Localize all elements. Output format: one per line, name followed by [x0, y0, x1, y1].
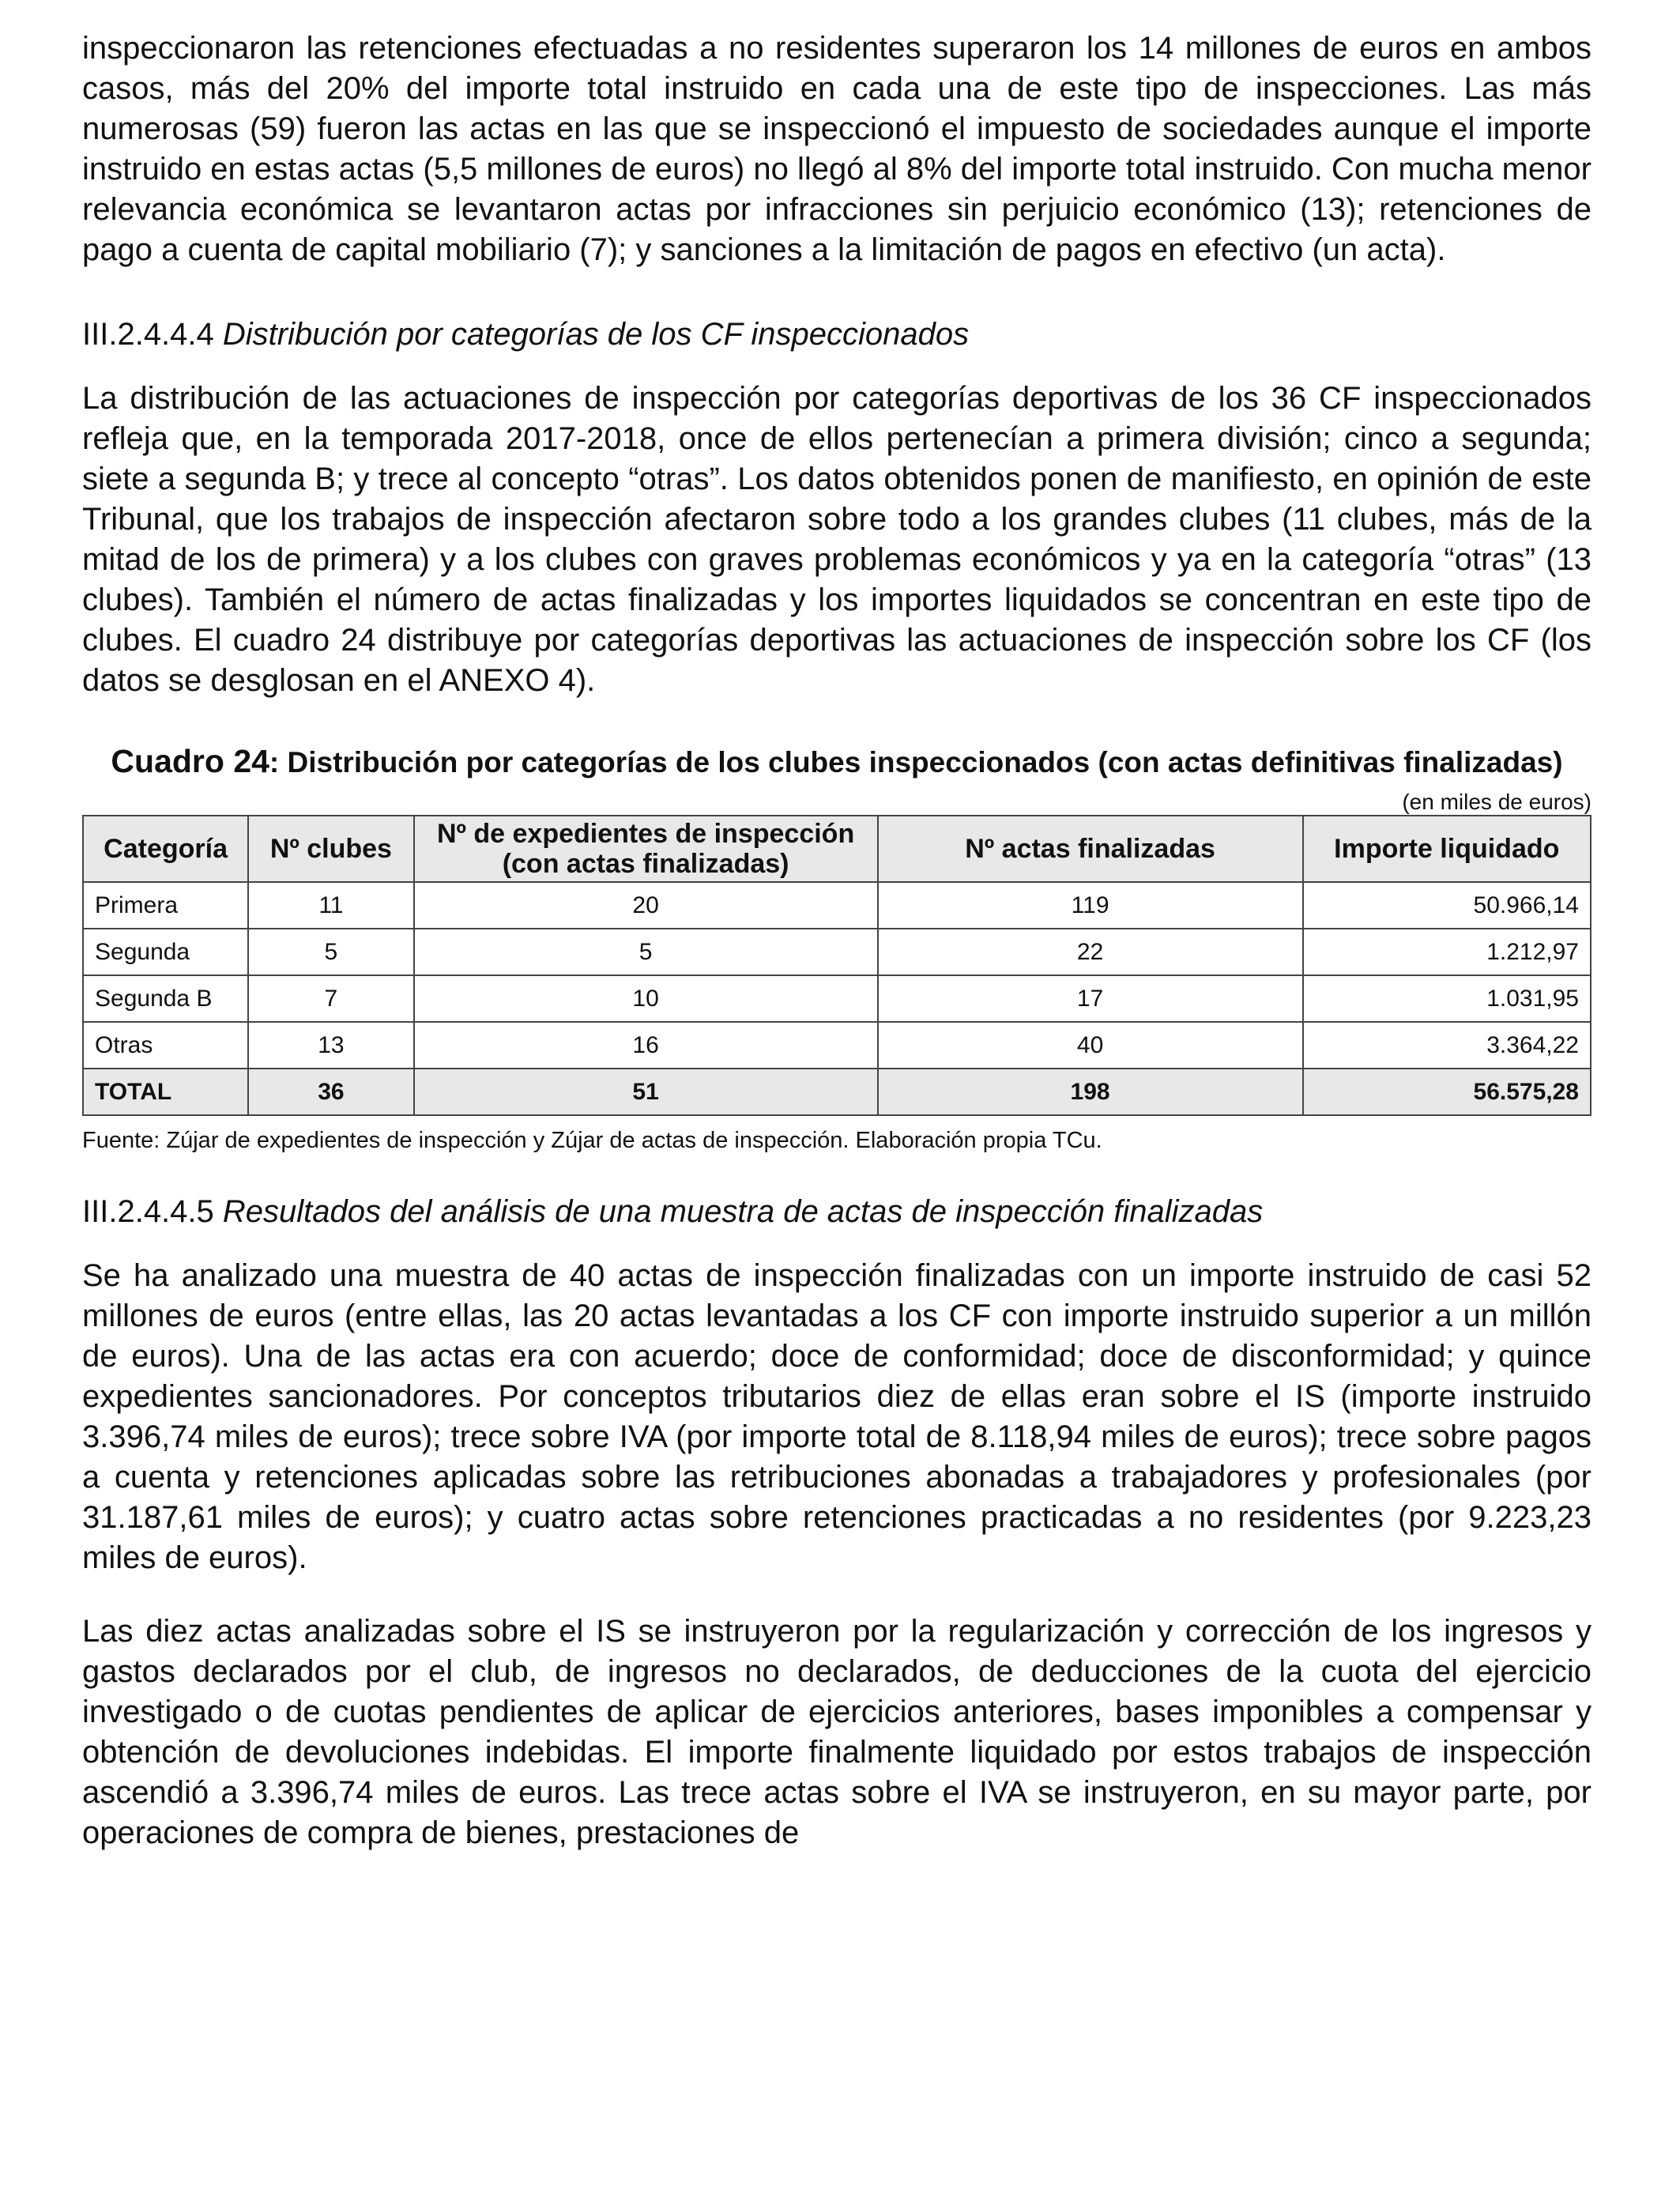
table-source: Fuente: Zújar de expedientes de inspección y Zújar de actas de inspección. Elaboración propia TCu.: [82, 1128, 1102, 1153]
cell-actas: 17: [878, 975, 1303, 1022]
cell-actas: 40: [878, 1022, 1303, 1069]
total-clubes: 36: [248, 1069, 413, 1115]
cell-clubes: 13: [248, 1022, 413, 1069]
cell-expedientes: 5: [414, 929, 878, 975]
table-units: (en miles de euros): [1402, 790, 1591, 814]
table-caption: : Distribución por categorías de los clubes inspeccionados (con actas definitivas finalizadas): [269, 746, 1563, 778]
cell-importe: 50.966,14: [1303, 882, 1591, 929]
paragraph-muestra: Se ha analizado una muestra de 40 actas de inspección finalizadas con un importe instruido de casi 52 millones de euros (entre ellas, las 20 actas levantadas a los CF con importe instruido superior a un millón de euros). Una de las actas era con acuerdo; doce de conformidad; doce de disconformidad; y quince expedientes sancionadores. Por conceptos tributarios diez de ellas eran sobre el IS (importe instruido 3.396,74 miles de euros); trece sobre IVA (por importe total de 8.118,94 miles de euros); trece sobre pagos a cuenta y retenciones aplicadas sobre las retribuciones abonadas a trabajadores y profesionales (por 31.187,61 miles de euros); y cuatro actas sobre retenciones practicadas a no residentes (por 9.223,23 miles de euros).: [82, 1258, 1591, 1575]
cell-actas: 22: [878, 929, 1303, 975]
header-expedientes-line1: Nº de expedientes de inspección: [436, 819, 855, 849]
cell-clubes: 5: [248, 929, 413, 975]
header-importe: Importe liquidado: [1303, 816, 1591, 882]
table-number: Cuadro 24: [111, 743, 269, 779]
paragraph-retenciones: inspeccionaron las retenciones efectuadas a no residentes superaron los 14 millones de euros en ambos casos, más del 20% del importe total instruido en cada una de este tipo de inspecciones. Las más numerosas (59) fueron las actas en las que se inspeccionó el impuesto de sociedades aunque el importe instruido en estas actas (5,5 millones de euros) no llegó al 8% del importe total instruido. Con mucha menor relevancia económica se levantaron actas por infracciones sin perjuicio económico (13); retenciones de pago a cuenta de capital mobiliario (7); y sanciones a la limitación de pagos en efectivo (un acta).: [82, 31, 1591, 267]
total-actas: 198: [878, 1069, 1303, 1115]
total-importe: 56.575,28: [1303, 1069, 1591, 1115]
document-page: [82, 28, 1591, 1853]
table-row: [83, 929, 1591, 975]
cell-categoria: Primera: [83, 882, 248, 929]
table-row: [83, 882, 1591, 929]
section-heading-distribucion: [82, 315, 1591, 355]
cell-categoria: Otras: [83, 1022, 248, 1069]
cell-expedientes: 16: [414, 1022, 878, 1069]
cell-clubes: 11: [248, 882, 413, 929]
table-row: [83, 975, 1591, 1022]
table-total-row: [83, 1069, 1591, 1115]
cell-categoria: Segunda: [83, 929, 248, 975]
header-categoria: Categoría: [83, 816, 248, 882]
cell-actas: 119: [878, 882, 1303, 929]
paragraph-actas-is: Las diez actas analizadas sobre el IS se instruyeron por la regularización y corrección de los ingresos y gastos declarados por el club, de ingresos no declarados, de deducciones de la cuota del ejercicio investigado o de cuotas pendientes de aplicar de ejercicios anteriores, bases imponibles a compensar y obtención de devoluciones indebidas. El importe finalmente liquidado por estos trabajos de inspección ascendió a 3.396,74 miles de euros. Las trece actas sobre el IVA se instruyeron, en su mayor parte, por operaciones de compra de bienes, prestaciones de: [82, 1614, 1591, 1850]
header-expedientes: [414, 816, 878, 882]
header-actas: Nº actas finalizadas: [878, 816, 1303, 882]
total-categoria: TOTAL: [83, 1069, 248, 1115]
cell-categoria: Segunda B: [83, 975, 248, 1022]
table-title: [82, 744, 1591, 780]
header-expedientes-line2: (con actas finalizadas): [502, 849, 789, 879]
table-header-row: [83, 816, 1591, 882]
table-row: [83, 1022, 1591, 1069]
cell-clubes: 7: [248, 975, 413, 1022]
total-expedientes: 51: [414, 1069, 878, 1115]
section-heading-resultados: [82, 1192, 1591, 1232]
cell-importe: 1.212,97: [1303, 929, 1591, 975]
section-number: III.2.4.4.5: [82, 1194, 214, 1229]
distribution-table: [82, 815, 1591, 1116]
cell-expedientes: 10: [414, 975, 878, 1022]
section-title: Resultados del análisis de una muestra de actas de inspección finalizadas: [222, 1194, 1264, 1229]
cell-importe: 1.031,95: [1303, 975, 1591, 1022]
section-number: III.2.4.4.4: [82, 317, 214, 352]
cell-importe: 3.364,22: [1303, 1022, 1591, 1069]
cell-expedientes: 20: [414, 882, 878, 929]
header-clubes: Nº clubes: [248, 816, 413, 882]
section-title: Distribución por categorías de los CF inspeccionados: [222, 317, 970, 352]
paragraph-distribucion: La distribución de las actuaciones de inspección por categorías deportivas de los 36 CF inspeccionados refleja que, en la temporada 2017-2018, once de ellos pertenecían a primera división; cinco a segunda; siete a segunda B; y trece al concepto “otras”. Los datos obtenidos ponen de manifiesto, en opinión de este Tribunal, que los trabajos de inspección afectaron sobre todo a los grandes clubes (11 clubes, más de la mitad de los de primera) y a los clubes con graves problemas económicos y ya en la categoría “otras” (13 clubes). También el número de actas finalizadas y los importes liquidados se concentran en este tipo de clubes. El cuadro 24 distribuye por categorías deportivas las actuaciones de inspección sobre los CF (los datos se desglosan en el ANEXO 4).: [82, 381, 1591, 698]
